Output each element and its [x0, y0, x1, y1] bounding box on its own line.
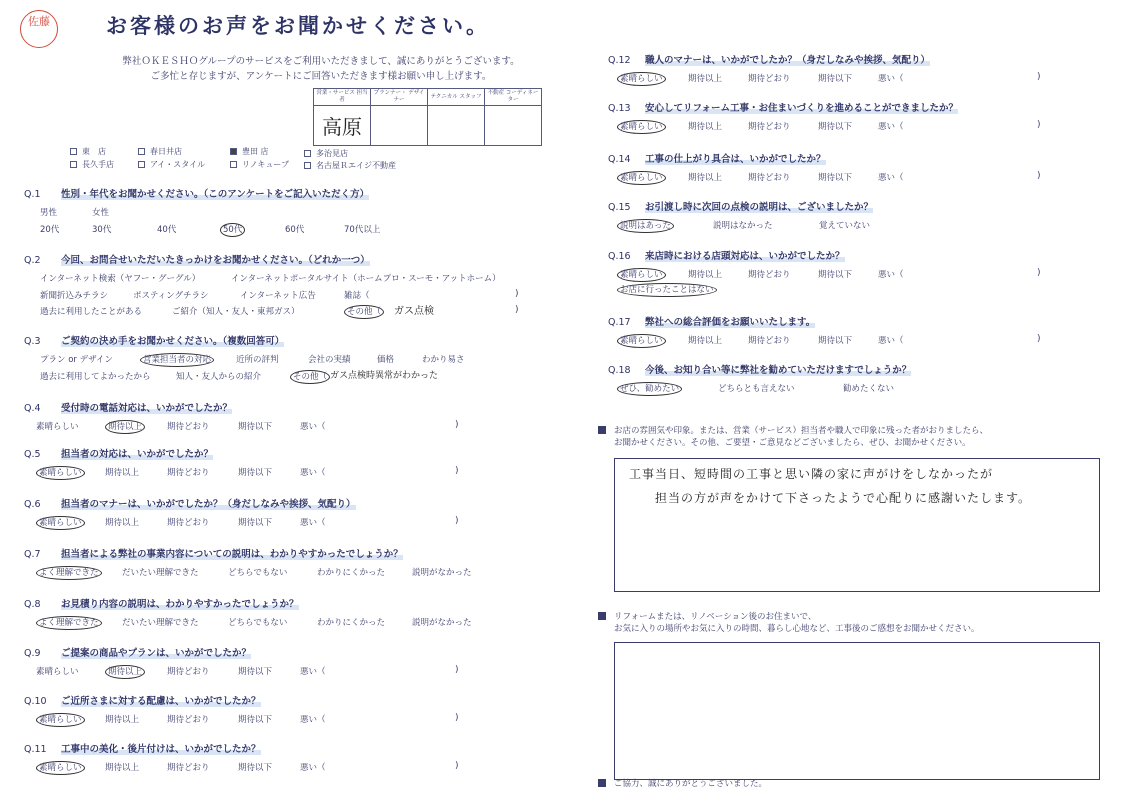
circle-mark: 50代 [220, 223, 245, 237]
close-paren: ) [455, 713, 459, 723]
option-selected[interactable] [344, 305, 384, 317]
option-selected[interactable] [617, 120, 666, 132]
option[interactable]: インターネットポータルサイト（ホームプロ・スーモ・アットホーム） [231, 274, 501, 284]
circle-mark: 素晴らしい [617, 171, 666, 185]
close-paren: ) [455, 516, 459, 526]
question-heading: Q.8 お見積り内容の説明は、わかりやすかったでしょうか？ [24, 599, 299, 610]
comment-box-2[interactable] [614, 642, 1100, 780]
option[interactable]: 期待以下 [238, 667, 273, 677]
checkbox-icon[interactable] [138, 148, 145, 155]
option[interactable]: 悪い（ [878, 173, 904, 183]
option[interactable]: 期待どおり [167, 422, 210, 432]
store-option[interactable]: 名古屋Ｒエイジ不動産 [304, 160, 396, 171]
question-17 [608, 314, 815, 328]
option[interactable]: 覚えていない [819, 221, 871, 231]
option-selected[interactable] [36, 761, 85, 773]
option-selected[interactable] [105, 420, 145, 432]
question-heading: Q.10 ご近所さまに対する配慮は、いかがでしたか？ [24, 696, 261, 707]
option[interactable]: 期待以下 [238, 468, 273, 478]
question-heading: Q.1 性別・年代をお聞かせください。（このアンケートをご記入いただく方） [24, 189, 370, 200]
staff-value-sales[interactable]: 高原 [314, 106, 371, 146]
option-selected[interactable] [220, 223, 245, 235]
option[interactable]: 期待以下 [818, 270, 853, 280]
option[interactable]: わかりにくかった [317, 618, 386, 628]
question-9 [24, 645, 251, 659]
question-16 [608, 248, 845, 262]
intro-line: 弊社ＯＫＥＳＨＯグループのサービスをご利用いただきまして、誠にありがとうございます。 [122, 56, 520, 67]
option[interactable]: 悪い（ [878, 336, 904, 346]
option[interactable]: 悪い（ [300, 763, 326, 773]
circle-mark: ぜひ、勧めたい [617, 382, 682, 396]
option[interactable]: どちらでもない [228, 568, 288, 578]
checkbox-icon[interactable] [70, 148, 77, 155]
staff-value-technical[interactable] [428, 106, 485, 146]
question-heading: Q.11 工事中の美化・後片付けは、いかがでしたか？ [24, 744, 261, 755]
option[interactable]: 期待以上 [105, 715, 140, 725]
option[interactable]: 近所の評判 [236, 355, 279, 365]
option[interactable]: 過去に利用してよかったから [40, 372, 151, 382]
checkbox-icon[interactable] [230, 161, 237, 168]
question-heading: Q.7 担当者による弊社の事業内容についての説明は、わかりやすかったでしょうか？ [24, 549, 403, 560]
option[interactable]: ご紹介（知人・友人・東邦ガス） [172, 307, 300, 317]
option[interactable]: インターネット広告 [240, 291, 316, 301]
store-option[interactable]: 春日井店 [138, 146, 182, 157]
option[interactable]: 説明はなかった [713, 221, 773, 231]
option[interactable]: 期待以下 [818, 122, 853, 132]
close-paren: ) [1037, 120, 1041, 130]
question-4 [24, 400, 232, 414]
question-heading: Q.9 ご提案の商品やプランは、いかがでしたか？ [24, 648, 252, 659]
circle-mark: お店に行ったことはない [617, 283, 717, 297]
option[interactable]: 説明がなかった [412, 618, 472, 628]
square-bullet-icon [598, 779, 606, 787]
checkbox-icon[interactable] [304, 162, 311, 169]
option[interactable]: 70代以上 [344, 225, 381, 235]
store-option[interactable]: 長久手店 [70, 159, 114, 170]
option[interactable]: 期待どおり [167, 667, 210, 677]
hanko-seal: 佐藤 [20, 10, 58, 48]
question-heading: Q.4 受付時の電話対応は、いかがでしたか？ [24, 403, 233, 414]
intro-line: ご多忙と存じますが、アンケートにご回答いただきます様お願い申し上げます。 [150, 71, 492, 82]
option[interactable]: 期待どおり [167, 715, 210, 725]
option[interactable]: 会社の実績 [308, 355, 351, 365]
question-18 [608, 362, 911, 376]
staff-header-sales: 営業・サービス 担当者 [314, 89, 371, 106]
question-8 [24, 596, 299, 610]
circle-mark: 素晴らしい [617, 72, 666, 86]
question-15 [608, 199, 873, 213]
option[interactable]: 悪い（ [878, 270, 904, 280]
option[interactable]: 期待以上 [688, 270, 723, 280]
option-selected[interactable] [617, 171, 666, 183]
option[interactable]: わかりにくかった [317, 568, 386, 578]
option[interactable]: 新聞折込みチラシ [40, 291, 109, 301]
circle-mark: 素晴らしい [617, 334, 666, 348]
question-heading: Q.17 弊社への総合評価をお願いいたします。 [608, 317, 816, 328]
comment-section-1: お店の雰囲気や印象。または、営業（サービス）担当者や職人で印象に残った者がおりましたら、 お聞かせください。その他、ご要望・ご意見などございましたら、ぜひ、お聞かせください。 [598, 425, 988, 449]
option[interactable]: 60代 [285, 225, 305, 235]
option[interactable]: 悪い（ [300, 667, 326, 677]
option[interactable]: プラン or デザイン [40, 355, 114, 365]
circle-mark: 素晴らしい [617, 268, 666, 282]
option[interactable]: 悪い（ [300, 468, 326, 478]
question-7 [24, 546, 403, 560]
option[interactable]: 期待どおり [748, 122, 791, 132]
close-paren: ) [455, 466, 459, 476]
close-paren: ) [1037, 72, 1041, 82]
question-13 [608, 100, 958, 114]
close-paren: ) [455, 420, 459, 430]
question-1 [24, 186, 369, 200]
option[interactable]: 期待以上 [688, 336, 723, 346]
option[interactable]: 雑誌（ [344, 291, 370, 301]
circle-mark: 素晴らしい [36, 761, 85, 775]
checkbox-icon[interactable] [70, 161, 77, 168]
circle-mark: 説明はあった [617, 219, 674, 233]
circle-mark: その他（ [290, 370, 330, 384]
option-selected[interactable] [617, 268, 666, 280]
store-option[interactable]: アイ・スタイル [138, 159, 205, 170]
question-heading: Q.18 今後、お知り合い等に弊社を勧めていただけますでしょうか？ [608, 365, 912, 376]
option-selected[interactable] [140, 353, 214, 365]
close-paren: ) [455, 761, 459, 771]
option[interactable]: 30代 [92, 225, 112, 235]
staff-header-technical: テクニカル スタッフ [428, 89, 485, 106]
option-selected[interactable] [36, 566, 102, 578]
option[interactable]: 悪い（ [300, 715, 326, 725]
close-paren: ) [1037, 268, 1041, 278]
question-2 [24, 252, 370, 266]
option-selected[interactable] [617, 219, 674, 231]
option-selected[interactable] [617, 72, 666, 84]
circle-mark: 素晴らしい [617, 120, 666, 134]
store-option[interactable]: 東 店 [70, 146, 106, 157]
handwritten-answer-line: 工事当日、短時間の工事と思い隣の家に声がけをしなかったが [629, 467, 994, 481]
staff-value-planner[interactable] [371, 106, 428, 146]
question-heading: Q.5 担当者の対応は、いかがでしたか？ [24, 449, 214, 460]
option[interactable]: 期待以上 [688, 173, 723, 183]
question-heading: Q.14 工事の仕上がり具合は、いかがでしたか？ [608, 154, 826, 165]
option[interactable]: 期待以下 [818, 336, 853, 346]
option[interactable]: 男性 [40, 208, 58, 218]
option[interactable]: 期待どおり [748, 74, 791, 84]
option[interactable]: 期待どおり [167, 518, 210, 528]
option[interactable]: 説明がなかった [412, 568, 472, 578]
option[interactable]: だいたい理解できた [122, 618, 199, 628]
handwritten-note[interactable]: ガス点検時異常がわかった [330, 371, 439, 381]
question-10 [24, 693, 261, 707]
store-option-checked[interactable]: 豊田 店 [230, 146, 269, 157]
option[interactable]: 期待以上 [688, 74, 723, 84]
square-bullet-icon [598, 612, 606, 620]
option[interactable]: 価格 [377, 355, 395, 365]
handwritten-note[interactable]: ガス点検 [394, 306, 434, 317]
question-6 [24, 496, 356, 510]
option[interactable]: 勧めたくない [843, 384, 895, 394]
option[interactable]: 期待以下 [238, 422, 273, 432]
option[interactable]: 期待以上 [105, 518, 140, 528]
close-paren: ) [455, 665, 459, 675]
question-heading: Q.2 今回、お問合せいただいたきっかけをお聞かせください。（どれか一つ） [24, 255, 370, 266]
option-selected[interactable] [36, 466, 85, 478]
question-heading: Q.13 安心してリフォーム工事・お住まいづくりを進めることができましたか？ [608, 103, 959, 114]
circle-mark: 期待以上 [105, 420, 145, 434]
question-3 [24, 333, 284, 347]
option[interactable]: 悪い（ [878, 74, 904, 84]
staff-value-realestate[interactable] [485, 106, 542, 146]
circle-mark: 素晴らしい [36, 713, 85, 727]
square-bullet-icon [598, 426, 606, 434]
option[interactable]: ポスティングチラシ [133, 291, 209, 301]
circle-mark: その他（ [344, 305, 384, 319]
option[interactable]: 期待以上 [688, 122, 723, 132]
question-heading: Q.12 職人のマナーは、いかがでしたか？（身だしなみや挨拶、気配り） [608, 55, 931, 66]
option[interactable]: 期待どおり [167, 468, 210, 478]
option-selected[interactable] [617, 334, 666, 346]
close-paren: ) [515, 305, 519, 315]
option[interactable]: 期待以上 [105, 763, 140, 773]
option[interactable]: 期待以下 [818, 173, 853, 183]
option[interactable]: 20代 [40, 225, 60, 235]
option[interactable]: 女性 [92, 208, 110, 218]
comment-section-2: リフォームまたは、リノベーション後のお住まいで、 お気に入りの場所やお気に入りの時間、暮らし心地など、工事後のご感想をお聞かせください。 [598, 611, 980, 635]
page-title: お客様のお声をお聞かせください。 [106, 14, 490, 38]
option[interactable]: 期待以下 [238, 518, 273, 528]
option[interactable]: どちらとも言えない [718, 384, 795, 394]
checkbox-icon[interactable] [304, 150, 311, 157]
option-selected[interactable] [36, 516, 85, 528]
option[interactable]: 素晴らしい [36, 422, 79, 432]
question-heading: Q.16 来店時における店頭対応は、いかがでしたか？ [608, 251, 845, 262]
handwritten-answer-line: 担当の方が声をかけて下さったようで心配りに感謝いたします。 [655, 491, 1032, 505]
circle-mark: 素晴らしい [36, 516, 85, 530]
store-option[interactable]: 多治見店 [304, 148, 348, 159]
option[interactable]: 過去に利用したことがある [40, 307, 143, 317]
close-paren: ) [515, 289, 519, 299]
option[interactable]: わかり易さ [422, 355, 465, 365]
circle-mark: よく理解できた [36, 566, 102, 580]
close-paren: ) [1037, 334, 1041, 344]
option[interactable]: 40代 [157, 225, 177, 235]
footer-thanks: ご協力、誠にありがとうございました。 [598, 778, 767, 790]
circle-mark: 営業担当者の対応 [140, 353, 214, 367]
staff-table [313, 88, 542, 146]
question-11 [24, 741, 261, 755]
option-selected[interactable] [105, 665, 145, 677]
option-selected[interactable] [36, 713, 85, 725]
option[interactable]: 期待以上 [105, 468, 140, 478]
staff-header-planner: プランナー・ デザイナー [371, 89, 428, 106]
option-selected[interactable] [617, 382, 682, 394]
option-selected[interactable] [617, 283, 717, 295]
option[interactable]: 期待以下 [238, 715, 273, 725]
intro-text [86, 54, 556, 84]
store-option[interactable]: リノキューブ [230, 159, 289, 170]
checkbox-icon[interactable] [230, 148, 237, 155]
checkbox-icon[interactable] [138, 161, 145, 168]
staff-header-realestate: 不動産 コーディネーター [485, 89, 542, 106]
question-5 [24, 446, 213, 460]
option[interactable]: 期待以下 [818, 74, 853, 84]
option[interactable]: だいたい理解できた [122, 568, 199, 578]
option-selected[interactable] [36, 616, 102, 628]
option[interactable]: 悪い（ [878, 122, 904, 132]
comment-box-1[interactable] [614, 458, 1100, 592]
option[interactable]: 悪い（ [300, 518, 326, 528]
option-selected[interactable] [290, 370, 330, 382]
circle-mark: 素晴らしい [36, 466, 85, 480]
option[interactable]: どちらでもない [228, 618, 288, 628]
option[interactable]: 素晴らしい [36, 667, 79, 677]
question-12 [608, 52, 930, 66]
option[interactable]: 期待どおり [748, 270, 791, 280]
question-heading: Q.6 担当者のマナーは、いかがでしたか？（身だしなみや挨拶、気配り） [24, 499, 356, 510]
question-heading: Q.15 お引渡し時に次回の点検の説明は、ございましたか？ [608, 202, 874, 213]
option[interactable]: インターネット検索（ヤフー・グーグル） [40, 274, 201, 284]
circle-mark: 期待以上 [105, 665, 145, 679]
option[interactable]: 知人・友人からの紹介 [176, 372, 262, 382]
close-paren: ) [1037, 171, 1041, 181]
option[interactable]: 期待どおり [748, 173, 791, 183]
question-heading: Q.3 ご契約の決め手をお聞かせください。（複数回答可） [24, 336, 285, 347]
option[interactable]: 悪い（ [300, 422, 326, 432]
question-14 [608, 151, 826, 165]
circle-mark: よく理解できた [36, 616, 102, 630]
option[interactable]: 期待どおり [167, 763, 210, 773]
option[interactable]: 期待以下 [238, 763, 273, 773]
option[interactable]: 期待どおり [748, 336, 791, 346]
